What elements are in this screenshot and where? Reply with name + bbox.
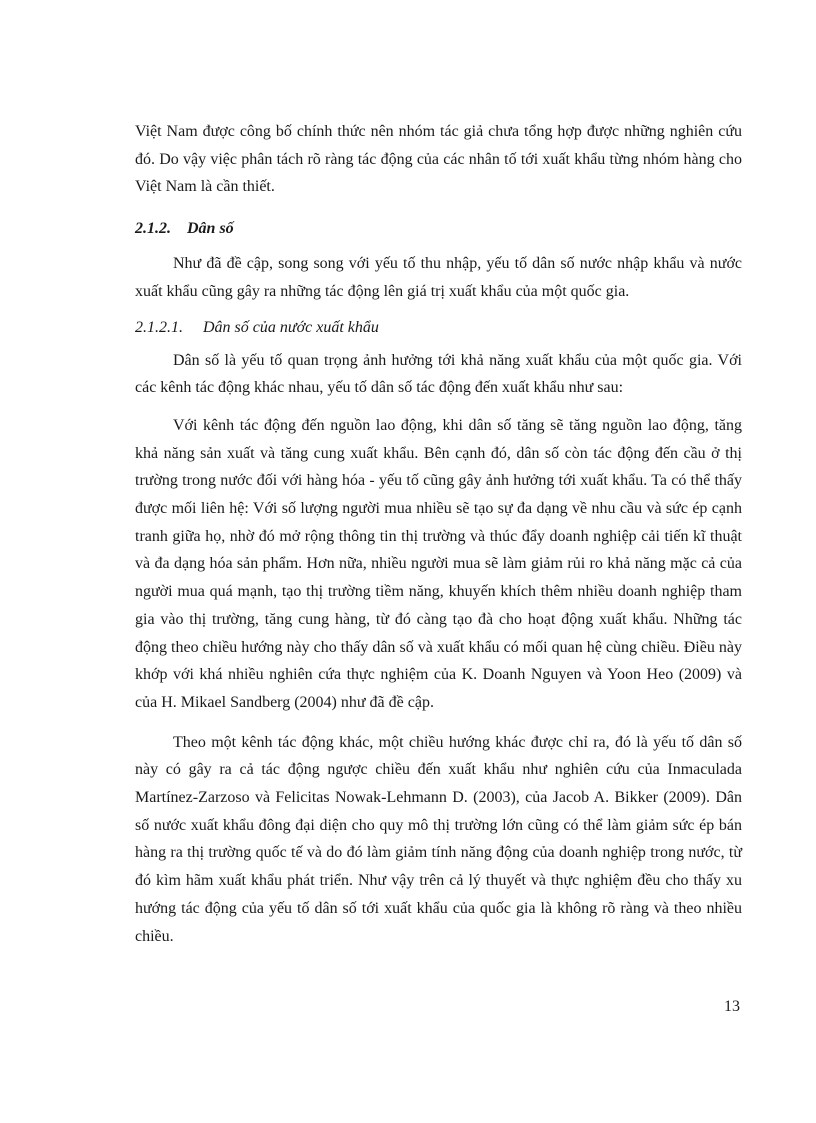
paragraph-intro: Như đã đề cập, song song với yếu tố thu nhập, yếu tố dân số nước nhập khẩu và nước xuất khẩu cũng gây ra những tác động lên giá trị xuất khẩu của một quốc gia. (135, 255, 742, 300)
paragraph-continuation: Việt Nam được công bố chính thức nên nhóm tác giả chưa tổng hợp được những nghiên cứu đó. Do vậy việc phân tách rõ ràng tác động của các nhân tố tới xuất khẩu từng nhóm hàng cho Việt Nam là cần thiết. (135, 123, 742, 196)
subsection-number: 2.1.2.1. (135, 318, 183, 336)
subsection-heading (135, 314, 742, 341)
page-number: 13 (724, 998, 740, 1015)
paragraph-labor-channel: Với kênh tác động đến nguồn lao động, khi dân số tăng sẽ tăng nguồn lao động, tăng khả năng sản xuất và tăng cung xuất khẩu. Bên cạnh đó, dân số còn tác động đến cầu ở thị trường trong nước đối với hàng hóa - yếu tố cũng gây ảnh hưởng tới xuất khẩu. Ta có thể thấy được mối liên hệ: Với số lượng người mua nhiều sẽ tạo sự đa dạng về nhu cầu và sức ép cạnh tranh giữa họ, nhờ đó mở rộng thông tin thị trường và thúc đẩy doanh nghiệp cải tiến kĩ thuật và đa dạng hóa sản phẩm. Hơn nữa, nhiều người mua sẽ làm giảm rủi ro khả năng mặc cả của người mua quá mạnh, tạo thị trường tiềm năng, khuyến khích thêm nhiều doanh nghiệp tham gia vào thị trường, tăng cung hàng, từ đó càng tạo đà cho hoạt động xuất khẩu. Những tác động theo chiều hướng này cho thấy dân số và xuất khẩu có mối quan hệ cùng chiều. Điều này khớp với khá nhiều nghiên cứa thực nghiệm của K. Doanh Nguyen và Yoon Heo (2009) và của H. Mikael Sandberg (2004) như đã đề cập. (135, 416, 742, 711)
section-number: 2.1.2. (135, 220, 171, 238)
subsection-title: Dân số của nước xuất khẩu (203, 318, 379, 336)
page-content (135, 118, 742, 950)
section-title: Dân số (187, 220, 234, 238)
section-heading (135, 215, 742, 242)
paragraph-population-overview: Dân số là yếu tố quan trọng ảnh hưởng tới khả năng xuất khẩu của một quốc gia. Với các kênh tác động khác nhau, yếu tố dân số tác động đến xuất khẩu như sau: (135, 351, 742, 397)
paragraph-opposite-channel: Theo một kênh tác động khác, một chiều hướng khác được chỉ ra, đó là yếu tố dân số này có gây ra cả tác động ngược chiều đến xuất khẩu như nghiên cứu của Inmaculada Martínez-Zarzoso và Felicitas Nowak-Lehmann D. (2003), của Jacob A. Bikker (2009). Dân số nước xuất khẩu đông đại diện cho quy mô thị trường lớn cũng có thể làm giảm sức ép bán hàng ra thị trường quốc tế và do đó làm giảm tính năng động của doanh nghiệp trong nước, từ đó kìm hãm xuất khẩu phát triển. Như vậy trên cả lý thuyết và thực nghiệm đều cho thấy xu hướng tác động của yếu tố dân số tới xuất khẩu của quốc gia là không rõ ràng và theo nhiều chiều. (135, 733, 742, 945)
